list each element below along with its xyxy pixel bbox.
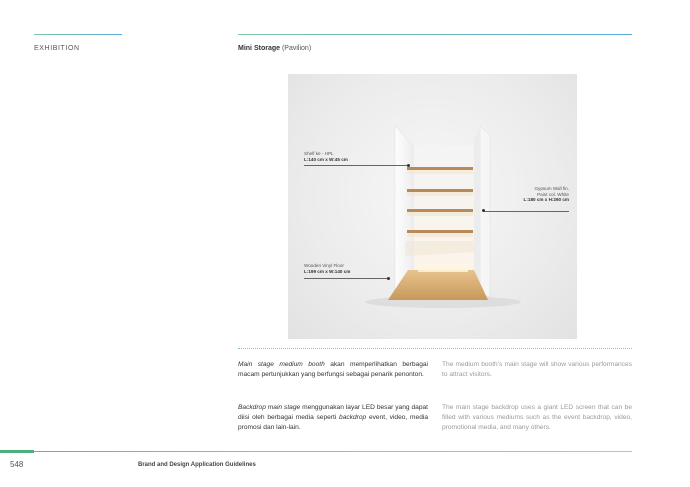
floor-leader xyxy=(304,278,389,279)
body-paragraph-en-1: The medium booth's main stage will show various performances to attract visitors. xyxy=(442,361,632,379)
page-title xyxy=(238,45,311,52)
body-paragraph-id-1-text: akan memperlihatkan berbagai macam pertunjukkan yang berfungsi sebagai penarik penonton. xyxy=(238,361,428,379)
wall-callout-label-1: Gypsum Wall fin. xyxy=(534,186,569,191)
body-paragraph-id-2-text-2: event, video, media promosi dan lain-lain. xyxy=(238,414,428,432)
header-rule-right xyxy=(238,34,632,35)
body-paragraph-id-1 xyxy=(238,360,428,380)
floor-callout-dim: L:199 cm x W:140 cm xyxy=(304,268,351,274)
shelf-leader-dot xyxy=(407,164,410,167)
body-paragraph-id-2-emphasis-1: Backdrop main stage xyxy=(238,404,301,411)
page-number: 548 xyxy=(10,460,24,469)
footer-rule xyxy=(0,451,632,452)
page-title-main: Mini Storage xyxy=(238,45,281,52)
shelf-2 xyxy=(407,189,473,192)
shelf-callout-label: Shelf ke - HPL xyxy=(304,151,334,156)
body-paragraph-id-2 xyxy=(238,403,428,434)
booth-render xyxy=(288,74,577,339)
booth-render-figure xyxy=(288,74,577,339)
footer-accent xyxy=(0,450,34,453)
floor-glow xyxy=(418,264,468,272)
shelf-callout-dim: L:140 cm x W:45 cm xyxy=(304,156,348,162)
floor-callout xyxy=(304,263,350,274)
shelf-leader xyxy=(304,165,409,166)
wall-leader-dot xyxy=(482,209,485,212)
shelf-3 xyxy=(407,209,473,212)
content-divider xyxy=(238,348,632,349)
floor-callout-label: Wooden Vinyl Floor xyxy=(304,263,344,268)
floor-leader-dot xyxy=(387,277,390,280)
shelf-1 xyxy=(407,167,473,170)
body-paragraph-id-1-emphasis: Main stage medium booth xyxy=(238,361,325,368)
wall-callout xyxy=(498,186,569,203)
header-rule-left xyxy=(34,34,122,35)
right-wall-face xyxy=(474,126,480,296)
body-paragraph-id-2-emphasis-2: backdrop xyxy=(339,414,367,422)
wall-callout-dim: L:180 cm x H:260 cm xyxy=(523,197,569,203)
shelf-callout xyxy=(304,151,348,162)
footer-doc-title: Brand and Design Application Guidelines xyxy=(138,462,256,468)
wall-leader xyxy=(484,211,569,212)
shelf-4 xyxy=(407,230,473,233)
page-title-sub: (Pavilion) xyxy=(281,45,312,52)
body-paragraph-en-2: The main stage backdrop uses a giant LED screen that can be filled with various mediums such as the event backdrop, video, promotional media, and many others. xyxy=(442,404,632,432)
section-label: EXHIBITION xyxy=(34,45,80,52)
wall-callout-label-2: Paint col. White xyxy=(537,191,569,197)
body-paragraph-id-2-text-1: menggunakan layar LED besar yang dapat diisi oleh berbagai media seperti xyxy=(238,404,428,422)
